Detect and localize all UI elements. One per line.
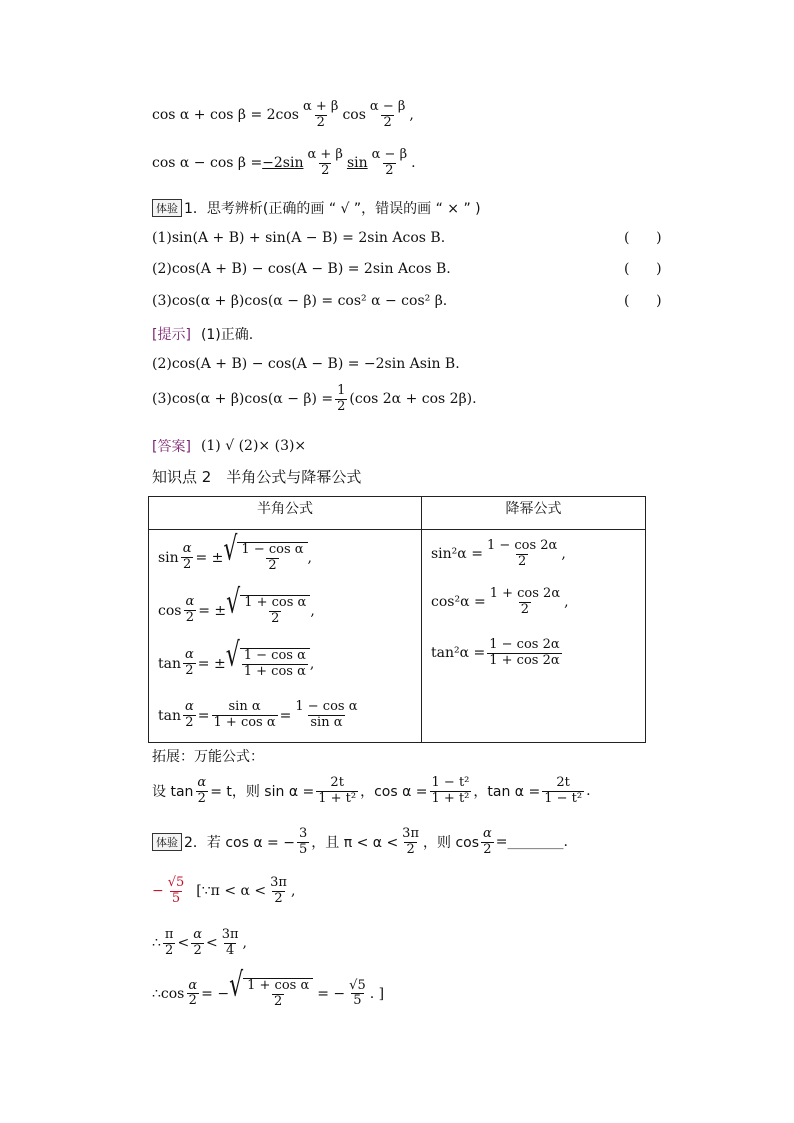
table-header-half-angle: 半角公式	[149, 497, 422, 530]
fraction: $\frac{\alpha - \beta}{2}$	[369, 99, 406, 130]
tiyan-badge: 体验	[152, 833, 182, 851]
hint-label: [提示]	[152, 327, 191, 343]
answer-paren: ( )	[624, 230, 662, 246]
half-angle-tan-alt: tan $\frac{\alpha}{2}$ = $\frac{\text{sin α}}{\text{1 + cos α}}$ = $\frac{\text{1 − cos α}}{\text{sin α}}$	[158, 699, 358, 730]
answer-blank: ________.	[507, 834, 568, 851]
exercise1-prompt: 体验 1．思考辨析(正确的画 “ √ ”，错误的画 “ × ” )	[152, 198, 481, 218]
exercise2-prompt: 体验 2．若 cos α = − $\frac{3}{5}$ ，且 π < α < $\frac{3\pi}{2}$ ，则 cos $\frac{\alpha}{2}$ = ________.	[152, 827, 568, 858]
reduction-cos: cos²α = $\frac{1 + \cos 2\alpha}{2}$ ,	[431, 585, 569, 617]
section-title: 知识点 2 半角公式与降幂公式	[152, 468, 362, 486]
half-angle-sin: sin $\frac{\alpha}{2}$ = ± √ $\frac{\text{1 − cos α}}{2}$ ,	[158, 530, 312, 573]
answer-line: [答案] (1) √ (2)× (3)×	[152, 438, 307, 455]
formula-diff-cos: cos α − cos β = −2sin $\frac{\alpha + \beta}{2}$ sin $\frac{\alpha - \beta}{2}$ .	[152, 147, 416, 178]
half-angle-cell	[149, 530, 422, 743]
universal-formula: 设 tan $\frac{\alpha}{2}$ = t，则 sin α = $\frac{2t}{\text{1 + t²}}$ ，cos α = $\frac{\text{1 − t²}}{\text{1 + t²}}$ ，tan α = $\frac{2t}{\text{1 − t²}}$ .	[152, 775, 591, 806]
reduction-tan: tan²α = $\frac{1 - \cos 2\alpha}{1 + \cos 2\alpha}$	[431, 636, 560, 668]
fraction: $\frac{\alpha + \beta}{2}$	[302, 99, 339, 130]
fraction-half: $\frac{1}{2}$	[337, 383, 346, 414]
half-angle-cos: cos $\frac{\alpha}{2}$ = ± √ $\frac{\text{1 + cos α}}{2}$ ,	[158, 583, 315, 626]
fraction: $\frac{\alpha - \beta}{2}$	[371, 147, 408, 178]
answer-label: [答案]	[152, 439, 191, 455]
hint-line: (2)cos(A + B) − cos(A − B) = −2sin Asin B.	[152, 356, 460, 372]
formula-table	[148, 496, 646, 743]
table-header-reduction: 降幂公式	[422, 497, 646, 530]
formula-sum-cos: cos α + cos β = 2cos $\frac{\alpha + \beta}{2}$ cos $\frac{\alpha - \beta}{2}$ ,	[152, 99, 414, 130]
hint-line: [提示] (1)正确.	[152, 324, 253, 344]
exercise2-solution-1: − $\frac{√5}{5}$ [∵π < α < $\frac{3\pi}{2}$ ,	[152, 875, 296, 906]
fraction: $\frac{\alpha + \beta}{2}$	[307, 147, 343, 178]
answer-paren: ( )	[624, 293, 662, 309]
exercise1-item: (2)cos(A + B) − cos(A − B) = 2sin Acos B.	[152, 261, 451, 277]
exercise2-solution-3: ∴cos $\frac{\alpha}{2}$ = − √ $\frac{\text{1 + cos α}}{2}$ = − $\frac{√5}{5}$ . ]	[152, 967, 385, 1009]
reduction-sin: sin²α = $\frac{1 - \cos 2\alpha}{2}$ ,	[431, 537, 566, 569]
tiyan-badge: 体验	[152, 199, 182, 217]
answer-paren: ( )	[624, 261, 662, 277]
exercise1-item: (1)sin(A + B) + sin(A − B) = 2sin Acos B.	[152, 230, 446, 246]
half-angle-tan: tan $\frac{\alpha}{2}$ = ± √ $\frac{\text{1 − cos α}}{\text{1 + cos α}}$ ,	[158, 636, 315, 679]
answer-value: $\frac{√5}{5}$	[167, 875, 185, 906]
reduction-cell	[422, 530, 646, 743]
exercise2-solution-2: ∴ $\frac{\pi}{2}$ < $\frac{\alpha}{2}$ < $\frac{3\pi}{4}$ ,	[152, 927, 247, 958]
exercise1-item: (3)cos(α + β)cos(α − β) = cos² α − cos² β.	[152, 293, 448, 309]
extension-title: 拓展：万能公式：	[152, 749, 264, 765]
hint-line: (3)cos(α + β)cos(α − β) = $\frac{1}{2}$ (cos 2α + cos 2β).	[152, 383, 477, 414]
